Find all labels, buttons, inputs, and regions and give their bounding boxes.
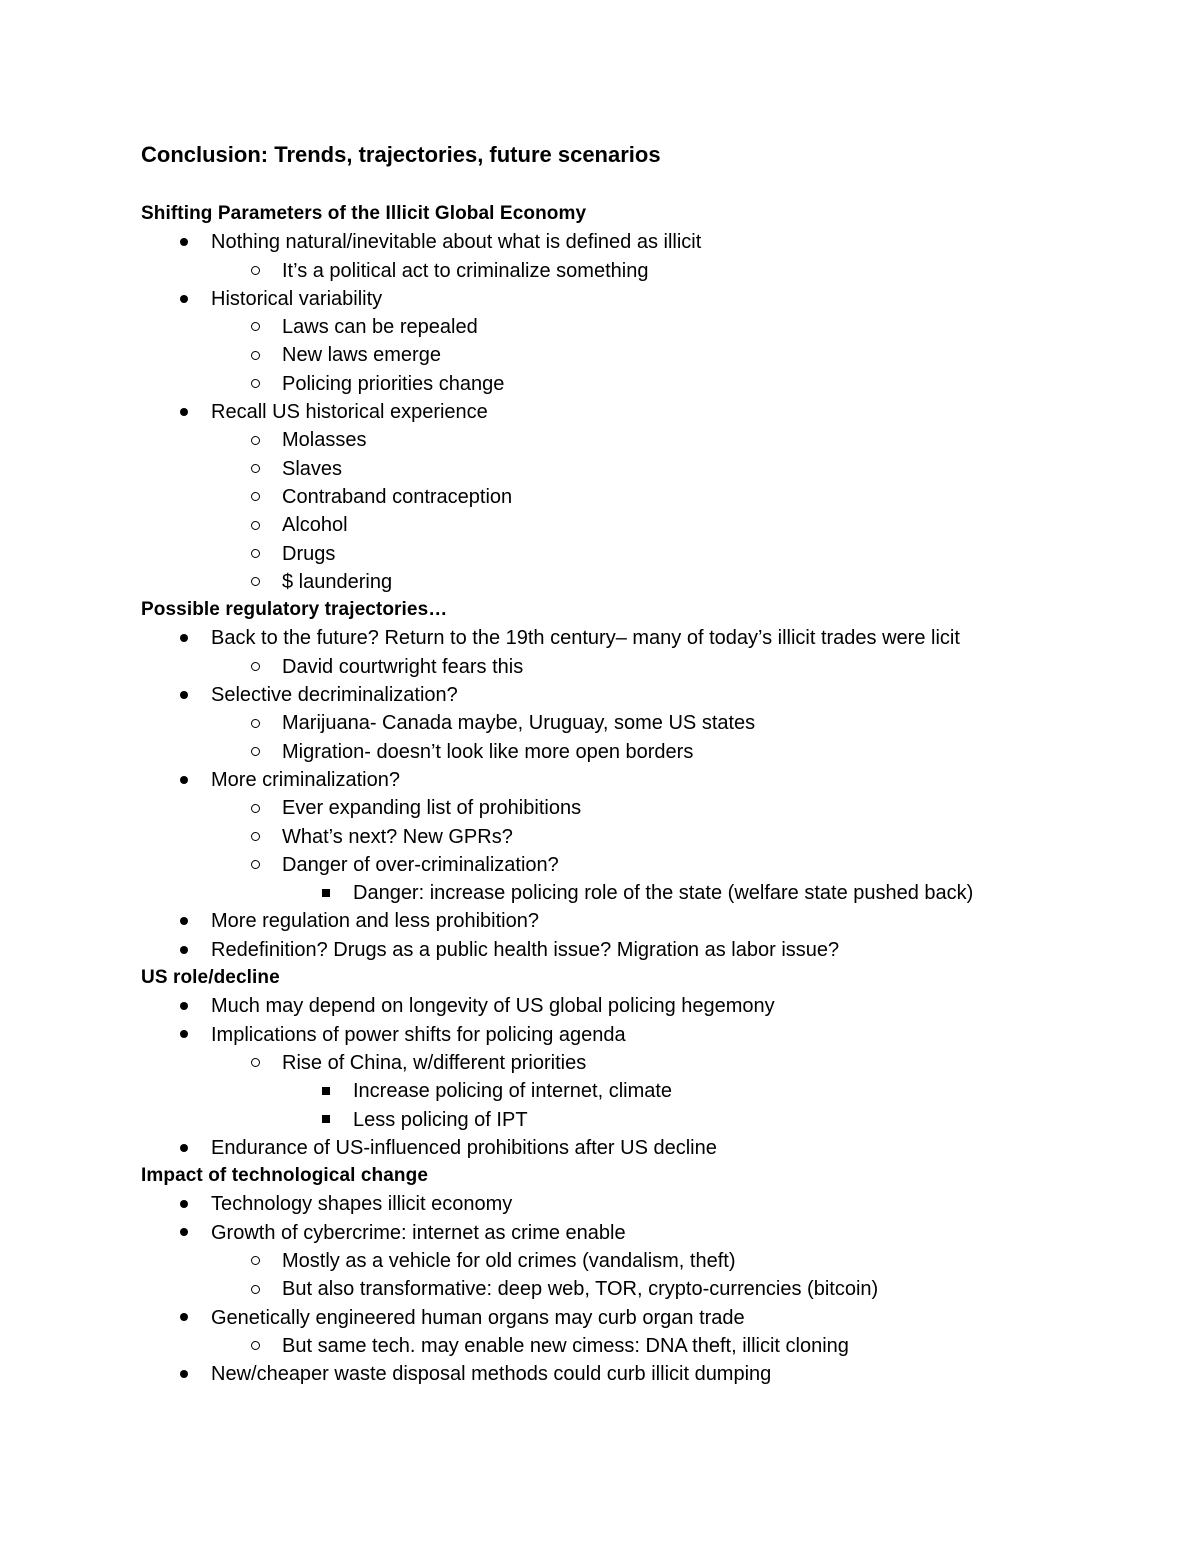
list-item — [141, 228, 1151, 256]
bullet-circle-icon — [245, 426, 265, 454]
bullet-dot-icon — [174, 1021, 194, 1049]
list-item-text: Contraband contraception — [282, 485, 513, 508]
list-item-text: More regulation and less prohibition? — [211, 910, 539, 933]
list-item-text: What’s next? New GPRs? — [282, 825, 513, 848]
bullet-circle-icon — [245, 313, 265, 341]
list-item-text: Much may depend on longevity of US global policing hegemony — [211, 995, 775, 1018]
list-item — [141, 483, 1151, 511]
bullet-circle-icon — [245, 370, 265, 398]
list-item — [141, 1304, 1151, 1332]
bullet-circle-icon — [245, 653, 265, 681]
list-item — [141, 1134, 1151, 1162]
list-item — [141, 511, 1151, 539]
list-item — [141, 1360, 1151, 1388]
bullet-dot-icon — [174, 398, 194, 426]
list-item — [141, 1247, 1151, 1275]
list-item-text: Danger: increase policing role of the state (welfare state pushed back) — [353, 882, 974, 905]
list-item — [141, 1275, 1151, 1303]
list-item-text: But same tech. may enable new cimess: DNA theft, illicit cloning — [282, 1334, 849, 1357]
bullet-dot-icon — [174, 681, 194, 709]
list-item-text: Laws can be repealed — [282, 316, 478, 339]
list-item-text: Ever expanding list of prohibitions — [282, 797, 582, 820]
list-item-text: Growth of cybercrime: internet as crime enable — [211, 1221, 626, 1244]
bullet-circle-icon — [245, 1247, 265, 1275]
list-item-text: Nothing natural/inevitable about what is defined as illicit — [211, 231, 702, 254]
list-item-text: New/cheaper waste disposal methods could curb illicit dumping — [211, 1363, 772, 1386]
list-item-text: $ laundering — [282, 570, 393, 593]
bullet-circle-icon — [245, 568, 265, 596]
bullet-dot-icon — [174, 1134, 194, 1162]
list-item — [141, 1021, 1151, 1049]
bullet-circle-icon — [245, 1332, 265, 1360]
bullet-circle-icon — [245, 257, 265, 285]
list-item-text: It’s a political act to criminalize something — [282, 259, 649, 282]
list-item-text: David courtwright fears this — [282, 655, 524, 678]
bullet-circle-icon — [245, 455, 265, 483]
bullet-dot-icon — [174, 936, 194, 964]
bullet-dot-icon — [174, 907, 194, 935]
bullet-circle-icon — [245, 851, 265, 879]
list-item — [141, 653, 1151, 681]
list-item-text: Marijuana- Canada maybe, Uruguay, some US states — [282, 712, 756, 735]
bullet-circle-icon — [245, 483, 265, 511]
list-item-text: Historical variability — [211, 287, 383, 310]
list-item — [141, 907, 1151, 935]
list-item — [141, 540, 1151, 568]
bullet-dot-icon — [174, 992, 194, 1020]
bullet-dot-icon — [174, 285, 194, 313]
list-item — [141, 398, 1151, 426]
section-heading: Shifting Parameters of the Illicit Global Economy — [141, 203, 587, 224]
list-item-text: More criminalization? — [211, 768, 400, 791]
bullet-dot-icon — [174, 1360, 194, 1388]
list-item — [141, 370, 1151, 398]
list-item — [141, 426, 1151, 454]
list-item — [141, 936, 1151, 964]
list-item-text: Slaves — [282, 457, 343, 480]
bullet-circle-icon — [245, 1049, 265, 1077]
bullet-circle-icon — [245, 511, 265, 539]
bullet-circle-icon — [245, 1275, 265, 1303]
list-item-text: Endurance of US-influenced prohibitions after US decline — [211, 1136, 717, 1159]
list-item-text: Less policing of IPT — [353, 1108, 528, 1131]
document-body — [141, 200, 1151, 1388]
section-heading: US role/decline — [141, 967, 280, 989]
section-heading: Impact of technological change — [141, 1165, 428, 1187]
bullet-square-icon — [316, 1106, 336, 1134]
list-item-text: Danger of over-criminalization? — [282, 853, 559, 876]
list-item — [141, 794, 1151, 822]
list-item — [141, 851, 1151, 879]
list-item — [141, 766, 1151, 794]
bullet-circle-icon — [245, 794, 265, 822]
list-item — [141, 455, 1151, 483]
bullet-circle-icon — [245, 540, 265, 568]
list-item-text: Recall US historical experience — [211, 401, 488, 424]
list-item — [141, 879, 1151, 907]
bullet-dot-icon — [174, 1190, 194, 1218]
list-item — [141, 709, 1151, 737]
list-item-text: Technology shapes illicit economy — [211, 1193, 513, 1216]
bullet-dot-icon — [174, 228, 194, 256]
list-item-text: Selective decriminalization? — [211, 684, 458, 707]
list-item-text: Rise of China, w/different priorities — [282, 1051, 587, 1074]
list-item — [141, 1332, 1151, 1360]
list-item — [141, 992, 1151, 1020]
bullet-dot-icon — [174, 766, 194, 794]
list-item-text: Molasses — [282, 429, 367, 452]
list-item-text: Mostly as a vehicle for old crimes (vandalism, theft) — [282, 1249, 736, 1272]
bullet-square-icon — [316, 879, 336, 907]
list-item — [141, 313, 1151, 341]
list-item — [141, 624, 1151, 652]
list-item — [141, 568, 1151, 596]
page-title: Conclusion: Trends, trajectories, future scenarios — [141, 142, 661, 167]
list-item-text: Redefinition? Drugs as a public health issue? Migration as labor issue? — [211, 938, 840, 961]
list-item — [141, 823, 1151, 851]
list-item-text: But also transformative: deep web, TOR, crypto-currencies (bitcoin) — [282, 1278, 879, 1301]
list-item — [141, 285, 1151, 313]
list-item — [141, 1219, 1151, 1247]
list-item — [141, 1049, 1151, 1077]
list-item-text: Implications of power shifts for policing agenda — [211, 1023, 626, 1046]
list-item — [141, 257, 1151, 285]
bullet-circle-icon — [245, 738, 265, 766]
list-item — [141, 738, 1151, 766]
list-item-text: Migration- doesn’t look like more open borders — [282, 740, 694, 763]
list-item-text: Alcohol — [282, 514, 348, 537]
bullet-dot-icon — [174, 624, 194, 652]
bullet-square-icon — [316, 1077, 336, 1105]
list-item-text: Increase policing of internet, climate — [353, 1080, 673, 1103]
bullet-dot-icon — [174, 1304, 194, 1332]
list-item — [141, 1106, 1151, 1134]
section-heading: Possible regulatory trajectories… — [141, 599, 448, 621]
bullet-circle-icon — [245, 709, 265, 737]
list-item — [141, 341, 1151, 369]
list-item-text: New laws emerge — [282, 344, 441, 367]
list-item — [141, 681, 1151, 709]
bullet-circle-icon — [245, 341, 265, 369]
list-item-text: Back to the future? Return to the 19th century– many of today’s illicit trades were licit — [211, 627, 960, 650]
list-item-text: Drugs — [282, 542, 336, 565]
list-item-text: Policing priorities change — [282, 372, 505, 395]
list-item — [141, 1190, 1151, 1218]
bullet-dot-icon — [174, 1219, 194, 1247]
bullet-circle-icon — [245, 823, 265, 851]
list-item-text: Genetically engineered human organs may curb organ trade — [211, 1306, 745, 1329]
list-item — [141, 1077, 1151, 1105]
